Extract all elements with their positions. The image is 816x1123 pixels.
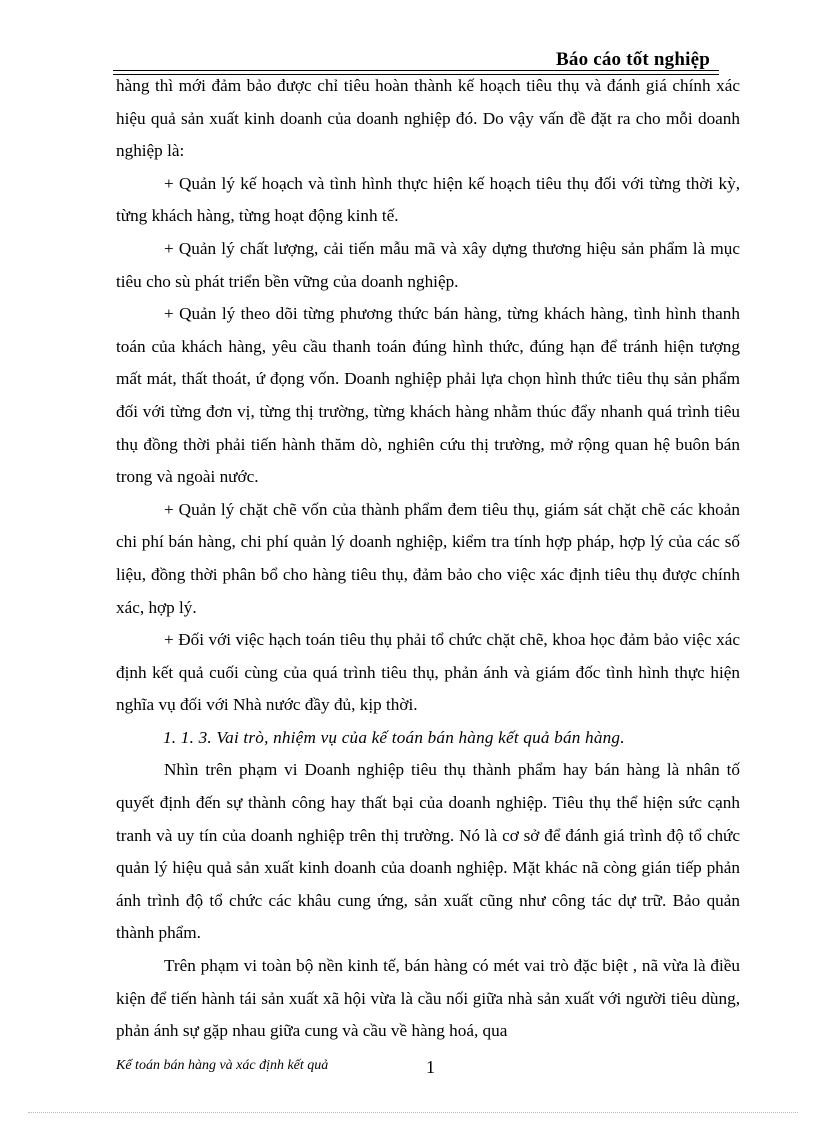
section-heading: 1. 1. 3. Vai trò, nhiệm vụ của kế toán bán hàng kết quả bán hàng. <box>163 727 625 747</box>
bullet-paragraph: + Quản lý chất lượng, cải tiến mẫu mã và xây dựng thương hiệu sản phẩm là mục tiêu cho sù phát triển bền vững của doanh nghiệp. <box>116 238 740 291</box>
bullet-paragraph: + Quản lý chặt chẽ vốn của thành phẩm đem tiêu thụ, giám sát chặt chẽ các khoản chi phí bán hàng, chi phí quản lý doanh nghiệp, kiểm tra tính hợp pháp, hợp lý của các số liệu, đồng thời phân bổ cho hàng tiêu thụ, đảm bảo cho việc xác định tiêu thụ được chính xác, hợp lý. <box>116 499 740 617</box>
bullet-paragraph: + Quản lý kế hoạch và tình hình thực hiện kế hoạch tiêu thụ đối với từng thời kỳ, từng khách hàng, từng hoạt động kinh tế. <box>116 173 740 226</box>
paragraph-continuation: hàng thì mới đảm bảo được chỉ tiêu hoàn thành kế hoạch tiêu thụ và đánh giá chính xác hiệu quả sản xuất kinh doanh của doanh nghiệp đó. Do vậy vấn đề đặt ra cho mỗi doanh nghiệp là: <box>116 76 740 161</box>
body-paragraph: Trên phạm vi toàn bộ nền kinh tế, bán hàng có mét vai trò đặc biệt , nã vừa là điều kiện để tiến hành tái sản xuất xã hội vừa là cầu nối giữa nhà sản xuất với người tiêu dùng, phản ánh sự gặp nhau giữa cung và cầu về hàng hoá, qua <box>116 956 740 1041</box>
document-body <box>116 70 740 1048</box>
bullet-paragraph: + Quản lý theo dõi từng phương thức bán hàng, từng khách hàng, tình hình thanh toán của khách hàng, yêu cầu thanh toán đúng hình thức, đúng hạn để tránh hiện tượng mất mát, thất thoát, ứ đọng vốn. Doanh nghiệp phải lựa chọn hình thức tiêu thụ sản phẩm đối với từng đơn vị, từng thị trường, từng khách hàng nhằm thúc đẩy nhanh quá trình tiêu thụ đồng thời phải tiến hành thăm dò, nghiên cứu thị trường, mở rộng quan hệ buôn bán trong và ngoài nước. <box>116 304 740 487</box>
body-paragraph: Nhìn trên phạm vi Doanh nghiệp tiêu thụ thành phẩm hay bán hàng là nhân tố quyết định đến sự thành công hay thất bại của doanh nghiệp. Tiêu thụ thể hiện sức cạnh tranh và uy tín của doanh nghiệp trên thị trường. Nó là cơ sở để đánh giá trình độ tổ chức quản lý hiệu quả sản xuất kinh doanh của doanh nghiệp. Mặt khác nã còng gián tiếp phản ánh trình độ tổ chức các khâu cung ứng, sản xuất cũng như công tác dự trữ. Bảo quản thành phẩm. <box>116 760 740 943</box>
bullet-paragraph: + Đối với việc hạch toán tiêu thụ phải tổ chức chặt chẽ, khoa học đảm bảo việc xác định kết quả cuối cùng của quá trình tiêu thụ, phản ánh và giám đốc tình hình thực hiện nghĩa vụ đối với Nhà nước đầy đủ, kịp thời. <box>116 630 740 715</box>
page-bottom-border <box>28 1112 798 1113</box>
footer-text: Kế toán bán hàng và xác định kết quả <box>116 1058 329 1073</box>
report-header-title: Báo cáo tốt nghiệp <box>556 49 711 70</box>
page-number: 1 <box>426 1057 435 1077</box>
